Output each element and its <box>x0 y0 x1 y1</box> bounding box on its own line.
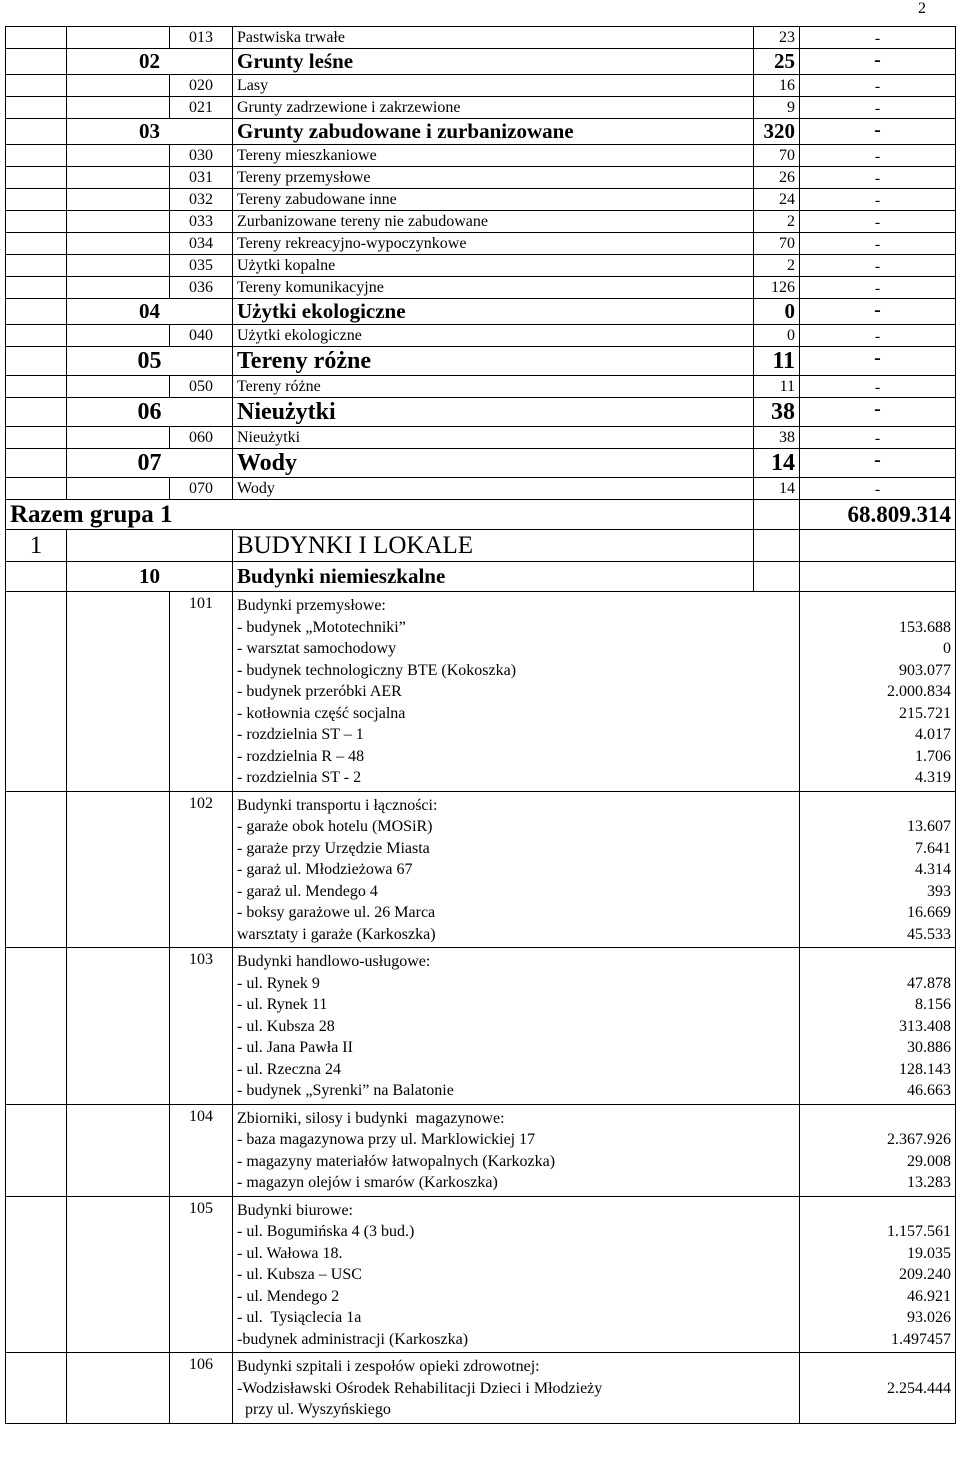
dash-value: - <box>800 211 956 233</box>
section-line-text: - ul. Tysiąclecia 1a <box>237 1309 362 1326</box>
dash-value: - <box>800 167 956 189</box>
subcategory-code: 031 <box>170 167 233 189</box>
empty-cell <box>6 233 67 255</box>
asset-table <box>5 26 956 1424</box>
dash-value: - <box>800 347 956 376</box>
empty-cell <box>6 49 67 75</box>
area-value: 38 <box>754 427 800 449</box>
empty-cell <box>67 376 170 398</box>
area-value: 26 <box>754 167 800 189</box>
section-line-text: - budynek technologiczny BTE (Kokoszka) <box>237 661 517 679</box>
section-line-text: - ul. Wałowa 18. <box>237 1244 343 1262</box>
subcategory-row <box>6 325 956 347</box>
section-line-value: 2.254.444 <box>887 1379 951 1397</box>
empty-cell <box>754 500 800 530</box>
section-line-value: 4.319 <box>915 769 951 786</box>
dash-value: - <box>800 325 956 347</box>
empty-cell <box>67 75 170 97</box>
category-name: Grunty zabudowane i zurbanizowane <box>233 119 754 145</box>
section-line-value <box>804 1200 951 1222</box>
empty-cell <box>6 398 67 427</box>
section-row <box>6 1353 956 1424</box>
section-line-text: -Wodzisławski Ośrodek Rehabilitacji Dzieci i Młodzieży <box>237 1379 603 1397</box>
section-code: 105 <box>170 1196 233 1353</box>
category-name: Wody <box>233 449 754 478</box>
empty-cell <box>67 233 170 255</box>
section-values <box>800 1353 956 1424</box>
section-line-value <box>804 1108 951 1130</box>
empty-cell <box>67 277 170 299</box>
dash-value: - <box>800 478 956 500</box>
section-lines <box>233 1196 800 1353</box>
area-value: 0 <box>754 325 800 347</box>
section-values <box>800 948 956 1105</box>
empty-cell <box>6 145 67 167</box>
area-value: 2 <box>754 211 800 233</box>
section-line-text: - budynek „Syrenki” na Balatonie <box>237 1082 454 1099</box>
section-line-value: 209.240 <box>899 1266 951 1283</box>
area-value: 38 <box>754 398 800 427</box>
subcategory-code: 013 <box>170 27 233 49</box>
subcategory-row <box>6 167 956 189</box>
subcategory-code: 020 <box>170 75 233 97</box>
subcategory-name: Tereny rekreacyjno-wypoczynkowe <box>233 233 754 255</box>
dash-value: - <box>800 299 956 325</box>
empty-cell <box>67 1104 170 1196</box>
section-line-value: 13.607 <box>907 818 951 835</box>
category-row <box>6 299 956 325</box>
subcategory-name: Użytki kopalne <box>233 255 754 277</box>
section-line-value: 45.533 <box>907 925 951 943</box>
empty-cell <box>754 562 800 592</box>
total-label: Razem grupa 1 <box>6 500 754 530</box>
section-line-text: Budynki biurowe: <box>237 1201 353 1219</box>
section-line-value: 1.706 <box>915 747 951 765</box>
section-lines <box>233 948 800 1105</box>
group-code: 1 <box>6 530 67 562</box>
empty-cell <box>6 167 67 189</box>
subcategory-code: 060 <box>170 427 233 449</box>
section-line-value: 313.408 <box>899 1017 951 1035</box>
area-value: 70 <box>754 233 800 255</box>
section-line-value: 2.367.926 <box>887 1131 951 1148</box>
section-line-value: 2.000.834 <box>887 683 951 700</box>
section-line-text: - budynek „Mototechniki” <box>237 618 406 636</box>
section-line-text: Budynki handlowo-usługowe: <box>237 953 431 970</box>
empty-cell <box>67 189 170 211</box>
page-number: 2 <box>918 0 926 17</box>
section-line-text: - warsztat samochodowy <box>237 640 397 657</box>
category-code: 02 <box>67 49 233 75</box>
category-code: 03 <box>67 119 233 145</box>
category-code: 05 <box>67 347 233 376</box>
subgroup-title: Budynki niemieszkalne <box>233 562 754 592</box>
section-line-value <box>804 1399 951 1421</box>
subcategory-name: Zurbanizowane tereny nie zabudowane <box>233 211 754 233</box>
section-line-text: przy ul. Wyszyńskiego <box>237 1401 391 1418</box>
section-line-value: 4.017 <box>915 726 951 743</box>
total-row <box>6 500 956 530</box>
subgroup-heading-row <box>6 562 956 592</box>
section-line-text: Budynki transportu i łączności: <box>237 796 438 814</box>
section-line-text: - garaże obok hotelu (MOSiR) <box>237 818 433 835</box>
subcategory-code: 035 <box>170 255 233 277</box>
area-value: 11 <box>754 347 800 376</box>
section-line-value <box>804 595 951 617</box>
dash-value: - <box>800 97 956 119</box>
total-value: 68.809.314 <box>800 500 956 530</box>
empty-cell <box>6 1196 67 1353</box>
section-line-value: 30.886 <box>907 1039 951 1056</box>
empty-cell <box>67 97 170 119</box>
section-row <box>6 592 956 792</box>
subcategory-name: Grunty zadrzewione i zakrzewione <box>233 97 754 119</box>
category-row <box>6 119 956 145</box>
section-values <box>800 1104 956 1196</box>
empty-cell <box>67 791 170 948</box>
subcategory-name: Wody <box>233 478 754 500</box>
section-values <box>800 791 956 948</box>
area-value: 23 <box>754 27 800 49</box>
section-line-value <box>804 795 951 817</box>
subcategory-code: 021 <box>170 97 233 119</box>
empty-cell <box>6 376 67 398</box>
section-lines <box>233 1353 800 1424</box>
section-line-value: 393 <box>927 882 951 900</box>
empty-cell <box>6 119 67 145</box>
subcategory-code: 070 <box>170 478 233 500</box>
dash-value: - <box>800 189 956 211</box>
section-line-text: - ul. Rynek 9 <box>237 974 320 992</box>
dash-value: - <box>800 427 956 449</box>
empty-cell <box>6 277 67 299</box>
category-name: Grunty leśne <box>233 49 754 75</box>
subcategory-code: 040 <box>170 325 233 347</box>
section-line-text: - rozdzielnia R – 48 <box>237 747 365 765</box>
group-heading-row <box>6 530 956 562</box>
section-line-text: - rozdzielnia ST – 1 <box>237 726 364 743</box>
subgroup-code: 10 <box>67 562 233 592</box>
empty-cell <box>6 299 67 325</box>
area-value: 14 <box>754 449 800 478</box>
subcategory-row <box>6 189 956 211</box>
section-line-text: - ul. Rzeczna 24 <box>237 1060 341 1078</box>
area-value: 2 <box>754 255 800 277</box>
empty-cell <box>67 255 170 277</box>
dash-value: - <box>800 145 956 167</box>
section-line-value: 1.157.561 <box>887 1223 951 1240</box>
subcategory-row <box>6 145 956 167</box>
area-value: 14 <box>754 478 800 500</box>
section-line-value: 153.688 <box>899 618 951 636</box>
subcategory-code: 034 <box>170 233 233 255</box>
empty-cell <box>800 562 956 592</box>
section-line-text: - kotłownia część socjalna <box>237 704 406 722</box>
empty-cell <box>67 530 233 562</box>
section-line-text: - ul. Kubsza – USC <box>237 1266 362 1283</box>
section-line-text: Zbiorniki, silosy i budynki magazynowe: <box>237 1109 505 1127</box>
section-line-value: 93.026 <box>907 1309 951 1326</box>
section-line-value <box>804 951 951 973</box>
category-name: Tereny różne <box>233 347 754 376</box>
category-row <box>6 347 956 376</box>
section-line-value: 128.143 <box>899 1060 951 1078</box>
area-value: 9 <box>754 97 800 119</box>
empty-cell <box>6 75 67 97</box>
category-code: 04 <box>67 299 233 325</box>
section-line-text: - garaże przy Urzędzie Miasta <box>237 839 430 857</box>
subcategory-name: Nieużytki <box>233 427 754 449</box>
dash-value: - <box>800 255 956 277</box>
empty-cell <box>6 325 67 347</box>
subcategory-code: 033 <box>170 211 233 233</box>
subcategory-name: Tereny zabudowane inne <box>233 189 754 211</box>
empty-cell <box>6 1353 67 1424</box>
empty-cell <box>6 347 67 376</box>
dash-value: - <box>800 27 956 49</box>
section-lines <box>233 592 800 792</box>
area-value: 126 <box>754 277 800 299</box>
subcategory-code: 050 <box>170 376 233 398</box>
subcategory-code: 036 <box>170 277 233 299</box>
empty-cell <box>6 948 67 1105</box>
subcategory-code: 032 <box>170 189 233 211</box>
dash-value: - <box>800 376 956 398</box>
category-name: Nieużytki <box>233 398 754 427</box>
section-line-value: 7.641 <box>915 839 951 857</box>
category-code: 07 <box>67 449 233 478</box>
section-line-text: warsztaty i garaże (Karkoszka) <box>237 925 436 943</box>
empty-cell <box>67 478 170 500</box>
subcategory-name: Pastwiska trwałe <box>233 27 754 49</box>
section-code: 104 <box>170 1104 233 1196</box>
section-line-text: - magazyn olejów i smarów (Karkoszka) <box>237 1174 498 1191</box>
empty-cell <box>6 791 67 948</box>
subcategory-name: Tereny przemysłowe <box>233 167 754 189</box>
section-line-value: 903.077 <box>899 661 951 679</box>
section-line-text: - rozdzielnia ST - 2 <box>237 769 362 786</box>
empty-cell <box>6 255 67 277</box>
section-line-value: 29.008 <box>907 1152 951 1170</box>
section-line-text: - garaż ul. Mendego 4 <box>237 882 378 900</box>
dash-value: - <box>800 119 956 145</box>
empty-cell <box>67 27 170 49</box>
area-value: 24 <box>754 189 800 211</box>
section-lines <box>233 1104 800 1196</box>
subcategory-name: Lasy <box>233 75 754 97</box>
empty-cell <box>6 449 67 478</box>
section-row <box>6 791 956 948</box>
empty-cell <box>6 97 67 119</box>
section-line-value: 8.156 <box>915 996 951 1013</box>
section-line-text: - budynek przeróbki AER <box>237 683 402 700</box>
area-value: 320 <box>754 119 800 145</box>
section-row <box>6 948 956 1105</box>
empty-cell <box>6 478 67 500</box>
section-line-value: 13.283 <box>907 1174 951 1191</box>
subcategory-row <box>6 211 956 233</box>
area-value: 25 <box>754 49 800 75</box>
section-code: 103 <box>170 948 233 1105</box>
section-line-value: 4.314 <box>915 861 951 878</box>
empty-cell <box>6 27 67 49</box>
section-line-text: - ul. Bogumińska 4 (3 bud.) <box>237 1223 415 1240</box>
section-line-value: 46.921 <box>907 1287 951 1305</box>
section-line-text: - ul. Jana Pawła II <box>237 1039 353 1056</box>
empty-cell <box>67 145 170 167</box>
section-line-text: - magazyny materiałów łatwopalnych (Karkozka) <box>237 1152 556 1170</box>
subcategory-name: Tereny komunikacyjne <box>233 277 754 299</box>
subcategory-row <box>6 233 956 255</box>
section-line-text: - baza magazynowa przy ul. Marklowickiej 17 <box>237 1131 536 1148</box>
category-code: 06 <box>67 398 233 427</box>
dash-value: - <box>800 233 956 255</box>
section-row <box>6 1196 956 1353</box>
section-line-value: 16.669 <box>907 904 951 921</box>
empty-cell <box>67 325 170 347</box>
empty-cell <box>6 427 67 449</box>
subcategory-row <box>6 277 956 299</box>
section-line-value <box>804 1356 951 1378</box>
subcategory-row <box>6 27 956 49</box>
section-line-text: Budynki przemysłowe: <box>237 597 386 614</box>
dash-value: - <box>800 49 956 75</box>
empty-cell <box>6 211 67 233</box>
section-values <box>800 1196 956 1353</box>
empty-cell <box>754 530 800 562</box>
category-row <box>6 449 956 478</box>
empty-cell <box>67 948 170 1105</box>
section-code: 106 <box>170 1353 233 1424</box>
empty-cell <box>6 562 67 592</box>
empty-cell <box>800 530 956 562</box>
section-code: 102 <box>170 791 233 948</box>
empty-cell <box>67 167 170 189</box>
section-line-value: 47.878 <box>907 974 951 992</box>
section-lines <box>233 791 800 948</box>
empty-cell <box>6 592 67 792</box>
section-values <box>800 592 956 792</box>
subcategory-name: Tereny różne <box>233 376 754 398</box>
subcategory-row <box>6 478 956 500</box>
empty-cell <box>67 427 170 449</box>
section-line-value: 1.497457 <box>891 1330 951 1348</box>
empty-cell <box>6 189 67 211</box>
dash-value: - <box>800 398 956 427</box>
subcategory-name: Tereny mieszkaniowe <box>233 145 754 167</box>
subcategory-row <box>6 427 956 449</box>
subcategory-code: 030 <box>170 145 233 167</box>
section-line-text: - ul. Mendego 2 <box>237 1287 340 1305</box>
area-value: 11 <box>754 376 800 398</box>
dash-value: - <box>800 449 956 478</box>
category-row <box>6 49 956 75</box>
empty-cell <box>67 211 170 233</box>
section-line-value: 46.663 <box>907 1082 951 1099</box>
empty-cell <box>67 1196 170 1353</box>
empty-cell <box>67 1353 170 1424</box>
section-line-text: - boksy garażowe ul. 26 Marca <box>237 904 436 921</box>
area-value: 16 <box>754 75 800 97</box>
section-line-text: Budynki szpitali i zespołów opieki zdrowotnej: <box>237 1358 540 1375</box>
subcategory-row <box>6 75 956 97</box>
section-line-text: - garaż ul. Młodzieżowa 67 <box>237 861 413 878</box>
category-name: Użytki ekologiczne <box>233 299 754 325</box>
area-value: 70 <box>754 145 800 167</box>
section-code: 101 <box>170 592 233 792</box>
dash-value: - <box>800 75 956 97</box>
group-title: BUDYNKI I LOKALE <box>233 530 754 562</box>
subcategory-name: Użytki ekologiczne <box>233 325 754 347</box>
section-row <box>6 1104 956 1196</box>
area-value: 0 <box>754 299 800 325</box>
section-line-value: 215.721 <box>899 704 951 722</box>
subcategory-row <box>6 97 956 119</box>
empty-cell <box>67 592 170 792</box>
dash-value: - <box>800 277 956 299</box>
section-line-value: 0 <box>943 640 951 657</box>
subcategory-row <box>6 255 956 277</box>
subcategory-row <box>6 376 956 398</box>
section-line-text: - ul. Kubsza 28 <box>237 1017 335 1035</box>
section-line-text: - ul. Rynek 11 <box>237 996 328 1013</box>
section-line-value: 19.035 <box>907 1244 951 1262</box>
category-row <box>6 398 956 427</box>
section-line-text: -budynek administracji (Karkoszka) <box>237 1330 469 1348</box>
empty-cell <box>6 1104 67 1196</box>
